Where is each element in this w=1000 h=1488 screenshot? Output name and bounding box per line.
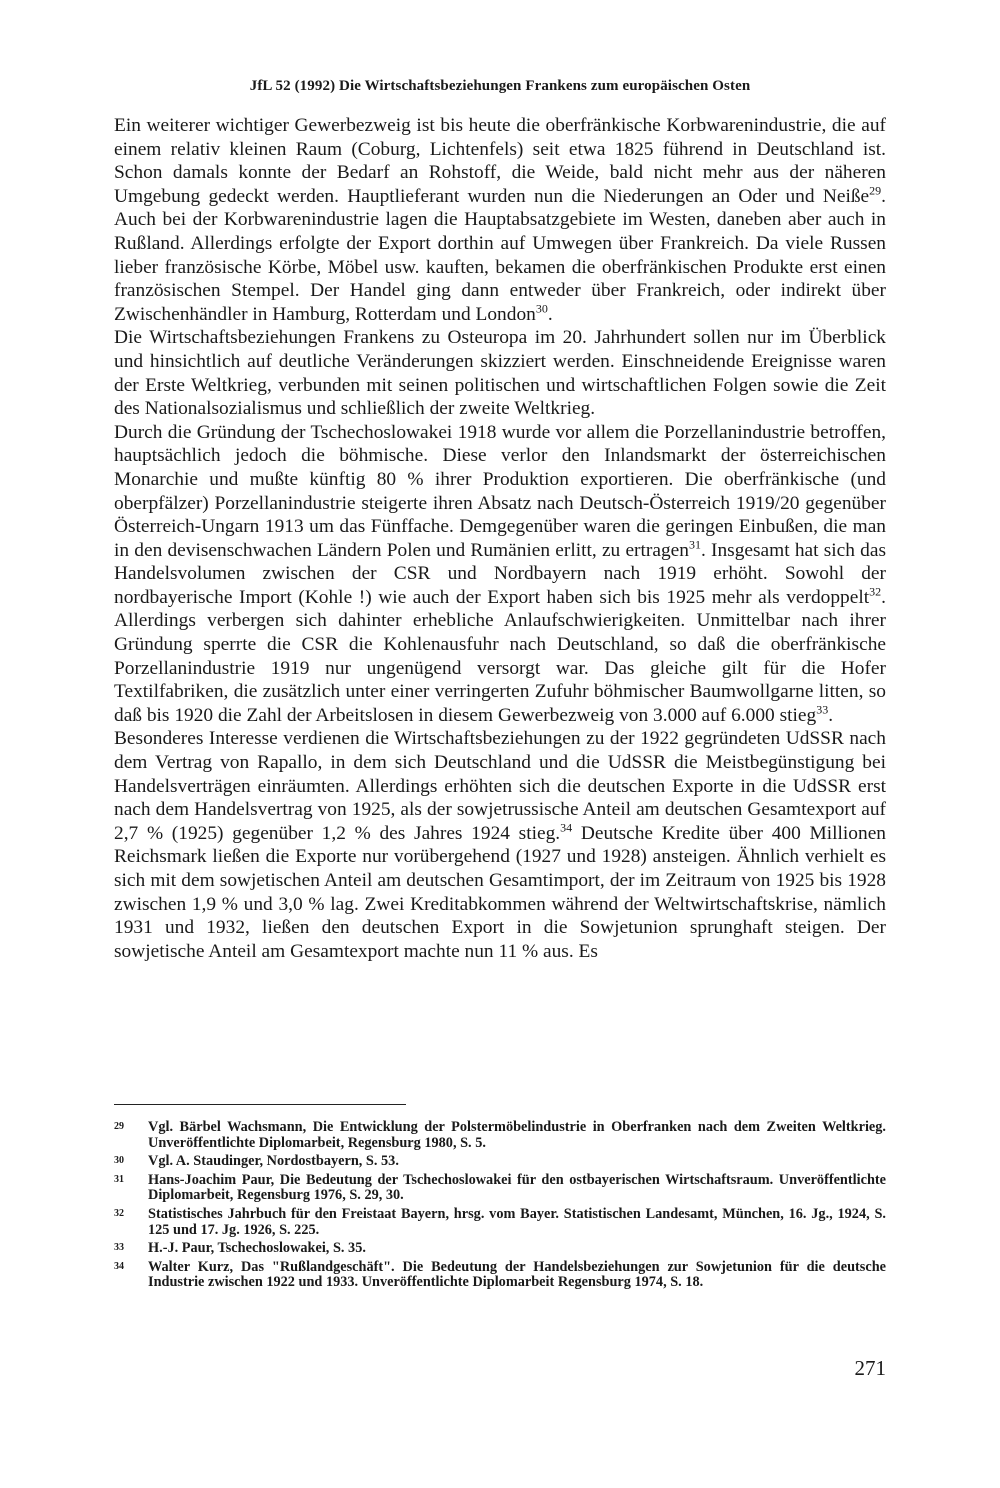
footnote-text: Statistisches Jahrbuch für den Freistaat Bayern, hrsg. vom Bayer. Statistischen Landesamt, München, 16. Jg., 1924, S. 125 und 17. Jg. 1926, S. 225.: [148, 1205, 886, 1238]
footnote-divider: [114, 1104, 406, 1105]
footnote: [114, 1173, 886, 1204]
footnote: [114, 1260, 886, 1291]
paragraph-text: .: [547, 303, 553, 325]
footnote-number: 34: [114, 1260, 124, 1272]
footnote-ref: 30: [535, 301, 548, 316]
footnote-number: 30: [114, 1155, 124, 1167]
paragraph-text: .: [828, 704, 834, 726]
footnote: [114, 1120, 886, 1151]
paragraph-text: Ein weiterer wichtiger Gewerbezweig ist bis heute die oberfränkische Korbwarenindustrie, die auf einem relativ kleinen Raum (Coburg, Lichtenfels) seit etwa 1825 führend in Deutschland ist. Schon damals konnte der Bedarf an Rohstoff, die Weide, bald nicht mehr aus der näheren Umgebung gedeckt werden. Hauptlieferant wurden nun die Niederungen an Oder und Neiße: [114, 115, 886, 207]
paragraph-text: . Allerdings verbergen sich dahinter erhebliche Anlaufschwierigkeiten. Unmittelbar nach ihrer Gründung sperrte die CSR die Kohlenausfuhr nach Deutschland, so daß die oberfränkische Porzellanindustrie 1919 nur ungenügend versorgt war. Das gleiche gilt für die Hofer Textilfabriken, die zusätzlich unter einer verringerten Zufuhr böhmischer Baumwollgarne litten, so daß bis 1920 die Zahl der Arbeitslosen in diesem Gewerbezweig von 3.000 auf 6.000 stieg: [114, 586, 886, 726]
paragraph: [114, 326, 886, 420]
paragraph: [114, 114, 886, 326]
paragraph-text: . Auch bei der Korbwarenindustrie lagen die Hauptabsatzgebiete im Westen, daneben aber auch in Rußland. Allerdings erfolgte der Export dorthin auf Umwegen über Frankreich. Da viele Russen lieber französische Körbe, Möbel usw. kauften, bekamen die oberfränkischen Produkte erst einen französischen Stempel. Der Handel ging dann entweder über Frankreich, oder indirekt über Zwischenhändler in Hamburg, Rotterdam und London: [114, 185, 886, 325]
footnote-ref: 34: [560, 820, 573, 835]
footnote-ref: 29: [869, 183, 882, 198]
footnote-text: Vgl. A. Staudinger, Nordostbayern, S. 53.: [148, 1153, 399, 1170]
footnote: [114, 1241, 886, 1257]
paragraph: [114, 421, 886, 728]
footnote-ref: 32: [869, 584, 882, 599]
footnote-number: 31: [114, 1173, 124, 1185]
footnote-ref: 33: [816, 702, 829, 717]
footnote-text: Walter Kurz, Das "Rußlandgeschäft". Die Bedeutung der Handelsbeziehungen zur Sowjetunion für die deutsche Industrie zwischen 1922 und 1933. Unveröffentlichte Diplomarbeit Regensburg 1974, S. 18.: [148, 1258, 886, 1291]
footnote: [114, 1207, 886, 1238]
paragraph-text: Die Wirtschaftsbeziehungen Frankens zu Osteuropa im 20. Jahrhundert sollen nur im Überblick und hinsichtlich auf deutliche Veränderungen skizziert werden. Einschneidende Ereignisse waren der Erste Weltkrieg, verbunden mit seinen politischen und wirtschaftlichen Folgen sowie die Zeit des Nationalsozialismus und schließlich der zweite Weltkrieg.: [114, 327, 886, 420]
running-head: JfL 52 (1992) Die Wirtschaftsbeziehungen Frankens zum europäischen Osten: [249, 78, 751, 94]
footnote-text: H.-J. Paur, Tschechoslowakei, S. 35.: [148, 1240, 366, 1257]
footnote: [114, 1154, 886, 1170]
footnote-text: Hans-Joachim Paur, Die Bedeutung der Tschechoslowakei für den ostbayerischen Wirtschaftsraum. Unveröffentlichte Diplomarbeit, Regensburg 1976, S. 29, 30.: [148, 1171, 886, 1204]
footnote-number: 33: [114, 1242, 124, 1254]
page-number: 271: [854, 1356, 886, 1380]
footnote-text: Vgl. Bärbel Wachsmann, Die Entwicklung der Polstermöbelindustrie in Oberfranken nach dem Zweiten Weltkrieg. Unveröffentlichte Diplomarbeit, Regensburg 1980, S. 5.: [148, 1119, 886, 1151]
footnote-number: 32: [114, 1207, 124, 1219]
paragraph-text: Durch die Gründung der Tschechoslowakei 1918 wurde vor allem die Porzellanindustrie betroffen, hauptsächlich jedoch die böhmische. Diese verlor den Inlandsmarkt der österreichischen Monarchie und mußte künftig 80 % ihrer Produktion exportieren. Die oberfränkische (und oberpfälzer) Porzellanindustrie steigerte ihren Absatz nach Deutsch-Österreich 1919/20 gegenüber Österreich-Ungarn 1913 um das Fünffache. Demgegenüber waren die geringen Einbußen, die man in den devisenschwachen Ländern Polen und Rumänien erlitt, zu ertragen: [114, 421, 886, 561]
footnotes: [114, 1120, 886, 1294]
paragraph-text: Besonderes Interesse verdienen die Wirtschaftsbeziehungen zu der 1922 gegründeten UdSSR nach dem Vertrag von Rapallo, in dem sich Deutschland und die UdSSR die Meistbegünstigung bei Handelsverträgen einräumten. Allerdings erhöhten sich die deutschen Exporte in die UdSSR erst nach dem Handelsvertrag von 1925, als der sowjetrussische Anteil am deutschen Gesamtexport auf 2,7 % (1925) gegenüber 1,2 % des Jahres 1924 stieg.: [114, 728, 886, 844]
footnote-ref: 31: [688, 537, 701, 552]
footnote-number: 29: [114, 1121, 124, 1132]
paragraph: [114, 727, 886, 963]
body-text: [114, 114, 886, 963]
paragraph-text: . Insgesamt hat sich das Handelsvolumen zwischen der CSR und Nordbayern nach 1919 erhöht. Sowohl der nordbayerische Import (Kohle !) wie auch der Export haben sich bis 1925 mehr als verdoppelt: [114, 539, 886, 608]
paragraph-text: Deutsche Kredite über 400 Millionen Reichsmark ließen die Exporte nur vorübergehend (1927 und 1928) ansteigen. Ähnlich verhielt es sich mit dem sowjetischen Anteil am deutschen Gesamtimport, der im Zeitraum von 1925 bis 1928 zwischen 1,9 % und 3,0 % lag. Zwei Kreditabkommen während der Weltwirtschaftskrise, nämlich 1931 und 1932, ließen den deutschen Export in die Sowjetunion sprunghaft steigen. Der sowjetische Anteil am Gesamtexport machte nun 11 % aus. Es: [114, 822, 886, 962]
